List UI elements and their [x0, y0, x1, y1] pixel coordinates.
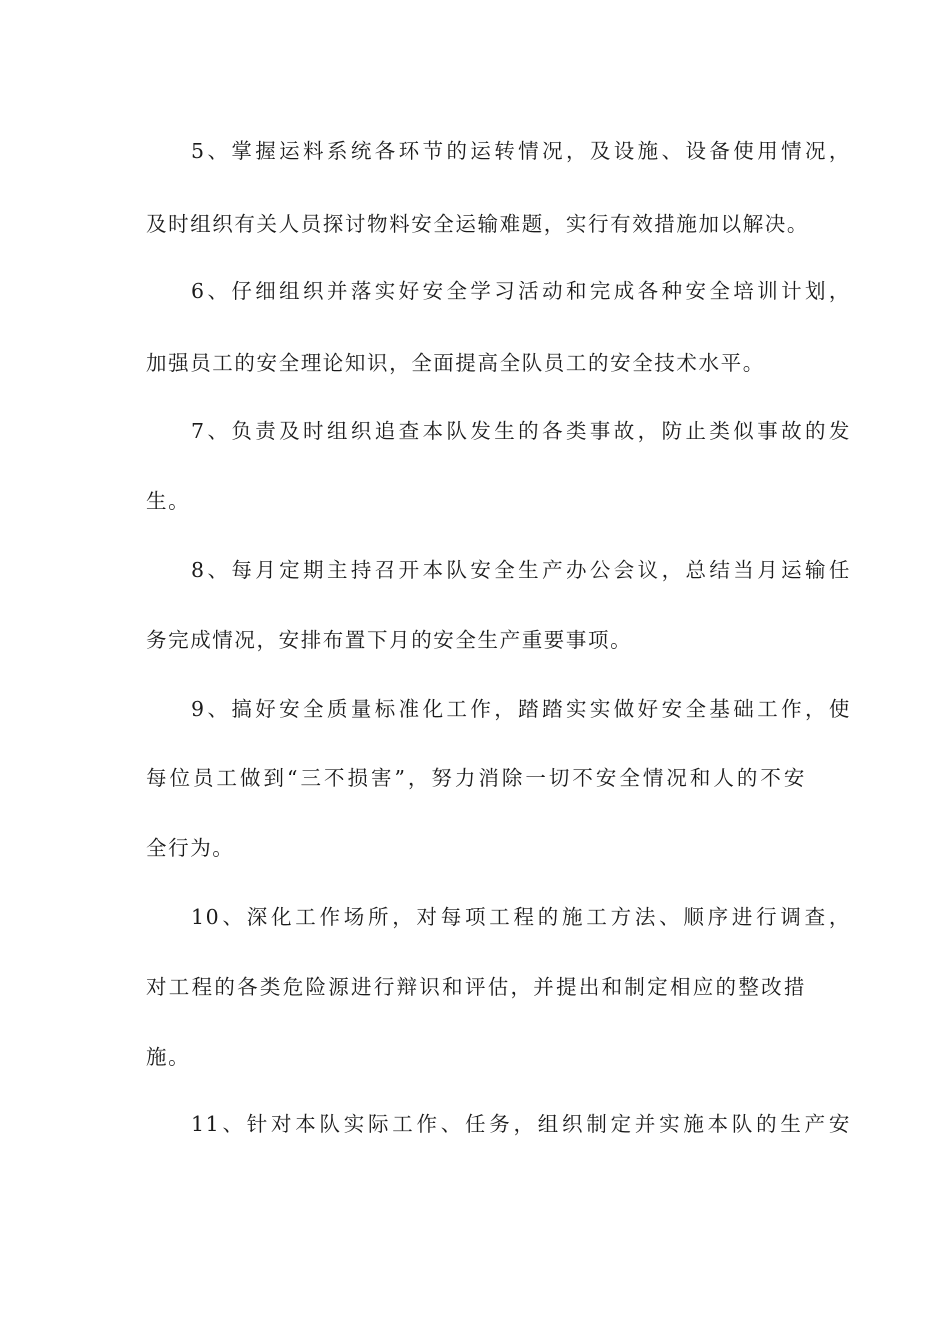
paragraph-9-line-2: 每位员工做到“三不损害”，努力消除一切不安全情况和人的不安: [146, 766, 806, 790]
paragraph-7-line-2: 生。: [146, 489, 191, 513]
paragraph-8-line-1: 8、每月定期主持召开本队安全生产办公会议，总结当月运输任: [191, 558, 851, 582]
paragraph-11-line-1: 11、针对本队实际工作、任务，组织制定并实施本队的生产安: [191, 1112, 851, 1136]
paragraph-10-line-3: 施。: [146, 1045, 191, 1069]
paragraph-10-line-1: 10、深化工作场所，对每项工程的施工方法、顺序进行调查，: [191, 905, 851, 929]
paragraph-9-line-1: 9、搞好安全质量标准化工作，踏踏实实做好安全基础工作，使: [191, 697, 851, 721]
paragraph-5-line-1: 5、掌握运料系统各环节的运转情况，及设施、设备使用情况，: [191, 139, 851, 163]
paragraph-10-line-2: 对工程的各类危险源进行辩识和评估，并提出和制定相应的整改措: [146, 975, 806, 999]
paragraph-9-line-3: 全行为。: [146, 836, 235, 860]
paragraph-5-line-2: 及时组织有关人员探讨物料安全运输难题，实行有效措施加以解决。: [146, 212, 809, 236]
paragraph-7-line-1: 7、负责及时组织追查本队发生的各类事故，防止类似事故的发: [191, 419, 851, 443]
paragraph-6-line-2: 加强员工的安全理论知识，全面提高全队员工的安全技术水平。: [146, 351, 765, 375]
paragraph-8-line-2: 务完成情况，安排布置下月的安全生产重要事项。: [146, 628, 633, 652]
paragraph-6-line-1: 6、仔细组织并落实好安全学习活动和完成各种安全培训计划，: [191, 279, 851, 303]
